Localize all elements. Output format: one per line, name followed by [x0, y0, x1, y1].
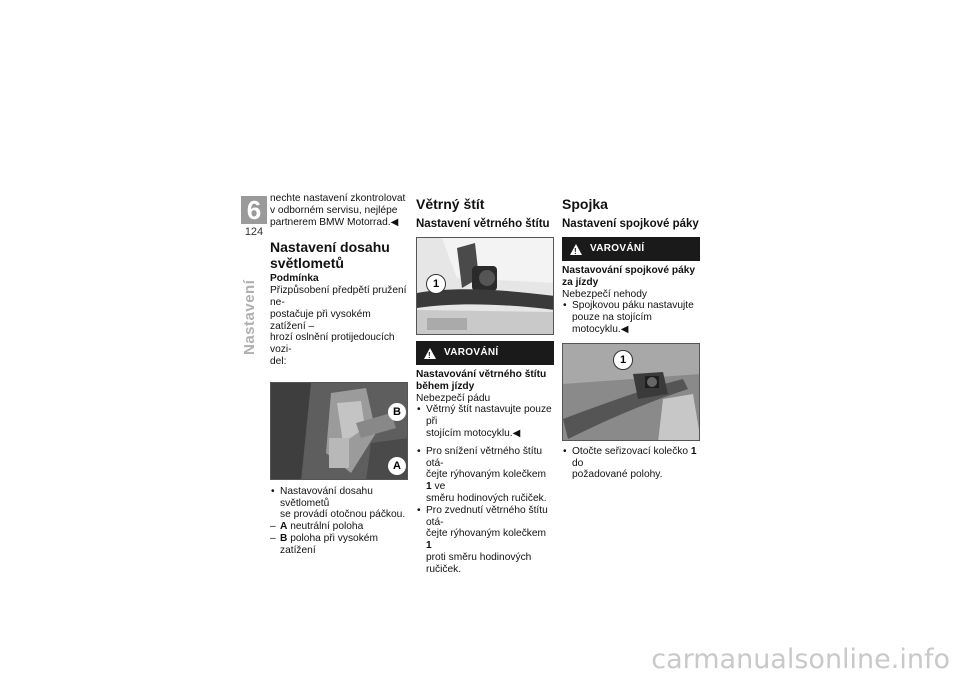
ref-1: 1: [426, 481, 432, 493]
page-number: 124: [244, 226, 264, 238]
condition-line: hrozí oslnění protijedoucích vozi-: [270, 332, 395, 356]
warning-label: VAROVÁNÍ: [444, 347, 499, 359]
column-1: [270, 193, 408, 557]
dash-item-b: [270, 533, 408, 557]
heading-line: Nastavení dosahu: [270, 239, 390, 256]
ref-a: A: [280, 521, 288, 533]
ref-b: B: [280, 532, 288, 544]
ref-1: 1: [690, 445, 697, 457]
intro-line: v odborném servisu, nejlépe: [270, 204, 398, 216]
callout-1: 1: [426, 274, 446, 294]
condition-line: del:: [270, 355, 287, 367]
windshield-adjuster-photo: [416, 237, 554, 335]
warning-title-line: za jízdy: [562, 276, 599, 288]
step-adjust: [562, 446, 700, 481]
step-line: [426, 469, 554, 493]
callout-b: B: [388, 403, 406, 421]
warning-title: [562, 265, 700, 289]
bullet-item: [270, 486, 408, 521]
subheading: Nastavení větrného štítu: [416, 218, 550, 230]
section-heading: Spojka: [562, 196, 608, 212]
step-line: • Pro snížení větrného štítu otá-: [426, 445, 543, 469]
bullet-item: [562, 300, 700, 335]
warning-title-line: Nastavování větrného štítu: [416, 369, 547, 380]
subheading-condition: Podmínka: [270, 273, 319, 285]
ref-1: 1: [426, 540, 432, 552]
step-line: směru hodinových ručiček.: [426, 492, 547, 504]
bullet-line: • Větrný štít nastavujte pouze při: [426, 404, 552, 428]
column-3: [562, 196, 700, 481]
clutch-lever-photo: [562, 343, 700, 441]
step-text: ve: [431, 481, 446, 493]
step-line: požadované polohy.: [572, 469, 663, 481]
intro-line: partnerem BMW Motorrad.◀: [270, 216, 399, 228]
bullet-line: stojícím motocyklu.◀: [426, 427, 521, 439]
bullet-item: [416, 404, 554, 439]
heading-line: světlometů: [270, 255, 344, 272]
dash-item-a: [270, 521, 408, 533]
warning-triangle-icon: !: [424, 348, 436, 359]
intro-line: nechte nastavení zkontrolovat: [270, 193, 406, 204]
step-lower: [416, 446, 554, 505]
step-text: do: [572, 457, 584, 469]
warning-risk: Nebezpečí nehody: [562, 288, 647, 300]
bullet-line: • Nastavování dosahu světlometů: [280, 485, 373, 509]
callout-a: A: [388, 457, 406, 475]
section-heading: [270, 239, 408, 271]
warning-risk: Nebezpečí pádu: [416, 392, 491, 404]
bullet-line: pouze na stojícím motocyklu.◀: [572, 312, 652, 335]
step-text: čejte rýhovaným kolečkem: [426, 528, 547, 540]
column-2: [416, 196, 554, 576]
dash-text: neutrální poloha: [287, 521, 364, 533]
warning-banner: [562, 237, 700, 261]
watermark: carmanualsonline.info: [651, 644, 950, 675]
callout-1: 1: [613, 350, 633, 370]
chapter-side-title: Nastavení: [241, 279, 258, 355]
step-text: čejte rýhovaným kolečkem: [426, 469, 547, 481]
condition-line: postačuje při vysokém zatížení –: [270, 308, 371, 332]
step-line: [572, 446, 700, 470]
dash-text: poloha při vysokém zatížení: [280, 532, 378, 556]
bullet-line: • Spojkovou páku nastavujte: [572, 300, 694, 312]
warning-triangle-icon: !: [570, 244, 582, 255]
warning-label: VAROVÁNÍ: [590, 243, 645, 255]
step-line: proti směru hodinových ručiček.: [426, 551, 532, 575]
condition-line: Přizpůsobení předpětí pružení ne-: [270, 285, 407, 308]
warning-banner: [416, 341, 554, 365]
warning-title-line: Nastavování spojkové páky: [562, 265, 696, 276]
step-text: Otočte seřizovací kolečko: [572, 445, 691, 457]
chapter-number: 6: [241, 196, 267, 224]
headlight-adjuster-photo: [270, 382, 408, 480]
bullet-line: se provádí otočnou páčkou.: [280, 509, 406, 521]
section-heading: Větrný štít: [416, 196, 485, 212]
step-line: • Pro zvednutí větrného štítu otá-: [426, 504, 548, 528]
warning-title-line: během jízdy: [416, 380, 475, 392]
step-line: [426, 528, 554, 552]
subheading: Nastavení spojkové páky: [562, 218, 699, 230]
warning-title: [416, 369, 554, 393]
step-raise: [416, 505, 554, 576]
